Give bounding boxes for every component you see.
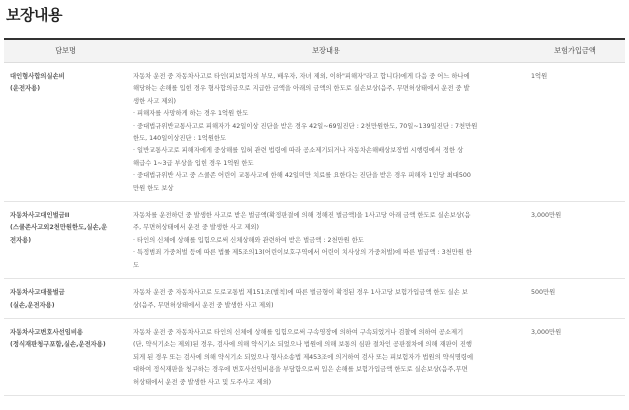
coverage-name-cell <box>4 318 127 395</box>
coverage-name-line: 전자용) <box>10 236 32 244</box>
coverage-content-line: 상(음주, 무면허상태에서 운전 중 발생한 사고 제외) <box>133 301 274 309</box>
coverage-name-line: 자동차사고변호사선임비용 <box>10 328 83 336</box>
coverage-name-line: (운전자용) <box>10 85 41 93</box>
coverage-content-line: 해당하는 손해를 입힌 경우 형사합의금으로 지급한 금액을 아래의 금액의 한도로 실손보상(음주, 무면허상태에서 운전 중 발 <box>133 85 470 93</box>
coverage-content-line: 자동차 운전 중 자동차사고로 타인(피보험자의 부모, 배우자, 자녀 제외, 이하"피해자"라고 합니다)에게 다음 중 어느 하나에 <box>133 73 470 80</box>
insured-amount-cell: 3,000만원 <box>525 202 625 279</box>
page-title: 보장내용 <box>6 6 62 24</box>
coverage-name-line: (정식재판청구포함,실손,운전자용) <box>10 341 106 349</box>
coverage-content-line: 주, 무면허상태에서 운전 중 발생한 사고 제외) <box>133 224 259 232</box>
coverage-content-line: 자동차를 운전하던 중 발생한 사고로 받은 벌금액(확정판결에 의해 정해진 벌금액)을 1사고당 아래 금액 한도로 실손보상(음 <box>133 212 471 220</box>
coverage-content-line: 자동차 운전 중 자동차사고로 도로교통법 제151조(벌칙)에 따른 벌금형이 확정된 경우 1사고당 보험가입금액 한도 실손 보 <box>133 289 468 297</box>
coverage-content-line: · 일반교통사고로 피해자에게 중상해를 입혀 관련 법령에 따라 공소제기되거나 자동차손해배상보장법 시행령에서 정한 상 <box>133 147 464 155</box>
table-row <box>4 279 625 319</box>
coverage-name-cell <box>4 279 127 319</box>
coverage-name-line: 자동차사고대물벌금 <box>10 289 65 297</box>
coverage-content-line: 생한 사고 제외) <box>133 97 176 105</box>
coverage-name-cell <box>4 63 127 202</box>
coverage-name-line: (스쿨존사고외2천만원한도,실손,운 <box>10 224 108 232</box>
coverage-name-line: 대인형사합의실손비 <box>10 73 65 80</box>
coverage-content-line: · 중대법규위반교통사고로 피해자가 42일이상 진단을 받은 경우 42일~69일진단 : 2천만원한도, 70일~139일진단 : 7천만원 <box>133 122 478 130</box>
coverage-content-line: 대하여 정식재판을 청구하는 경우에 변호사선임비용을 부담함으로써 입은 손해를 보험가입금액 한도로 실손보상(음주,무면 <box>133 366 468 374</box>
table-row <box>4 318 625 395</box>
insured-amount-cell: 500만원 <box>525 279 625 319</box>
coverage-content-line: 만원 한도 보상 <box>133 184 174 192</box>
header-coverage-name: 담보명 <box>4 39 127 63</box>
coverage-name-line: 자동차사고대인벌금II <box>10 212 70 220</box>
header-coverage-content: 보장내용 <box>127 39 525 63</box>
insured-amount-cell: 1억원 <box>525 63 625 202</box>
coverage-content-line: · 특정범죄 가중처벌 등에 따른 법률 제5조의13(어린이보호구역에서 어린이 치사상의 가중처벌)에 따른 벌금액 : 3천만원 한 <box>133 249 472 257</box>
coverage-content-cell <box>127 318 525 395</box>
table-row <box>4 63 625 202</box>
coverage-content-line: 자동차 운전 중 자동차사고로 타인의 신체에 상해를 입힘으로써 구속영장에 의하여 구속되었거나 검찰에 의하여 공소제기 <box>133 328 464 336</box>
coverage-content-line: 되게 된 경우 또는 검사에 의해 약식기소 되었으나 형사소송법 제453조에 의거하여 검사 또는 피보험자가 법원의 약식명령에 <box>133 353 474 361</box>
table-row <box>4 202 625 279</box>
coverage-name-cell <box>4 202 127 279</box>
coverage-content-line: · 중대법규위반 사고 중 스쿨존 어린이 교통사고에 한해 42일미만 치료를 요한다는 진단을 받은 경우 피해자 1인당 최대500 <box>133 172 471 180</box>
coverage-content-line: · 타인의 신체에 상해를 입힘으로써 신체상해와 관련하여 받은 벌금액 : 2천만원 한도 <box>133 236 364 244</box>
table-header-row <box>4 39 625 63</box>
coverage-content-line: 허상태에서 운전 중 발생한 사고 및 도주사고 제외) <box>133 378 272 386</box>
coverage-content-line: · 피해자를 사망하게 하는 경우 1억원 한도 <box>133 110 249 118</box>
coverage-content-cell <box>127 202 525 279</box>
coverage-content-cell <box>127 63 525 202</box>
coverage-content-line: 한도, 140일이상진단 : 1억원한도 <box>133 135 227 143</box>
coverage-content-cell <box>127 279 525 319</box>
coverage-content-line: (단, 약식기소는 제외)된 경우, 검사에 의해 약식기소 되었으나 법원에 의해 보통의 심판 절차인 공판절차에 의해 재판이 진행 <box>133 341 472 349</box>
coverage-table-body <box>4 63 625 396</box>
coverage-content-line: 도 <box>133 261 140 269</box>
coverage-table <box>4 38 625 396</box>
coverage-name-line: (실손,운전자용) <box>10 301 55 309</box>
coverage-content-line: 해급수 1~3급 부상을 입힌 경우 1억원 한도 <box>133 159 254 167</box>
header-insured-amount: 보험가입금액 <box>525 39 625 63</box>
insured-amount-cell: 3,000만원 <box>525 318 625 395</box>
